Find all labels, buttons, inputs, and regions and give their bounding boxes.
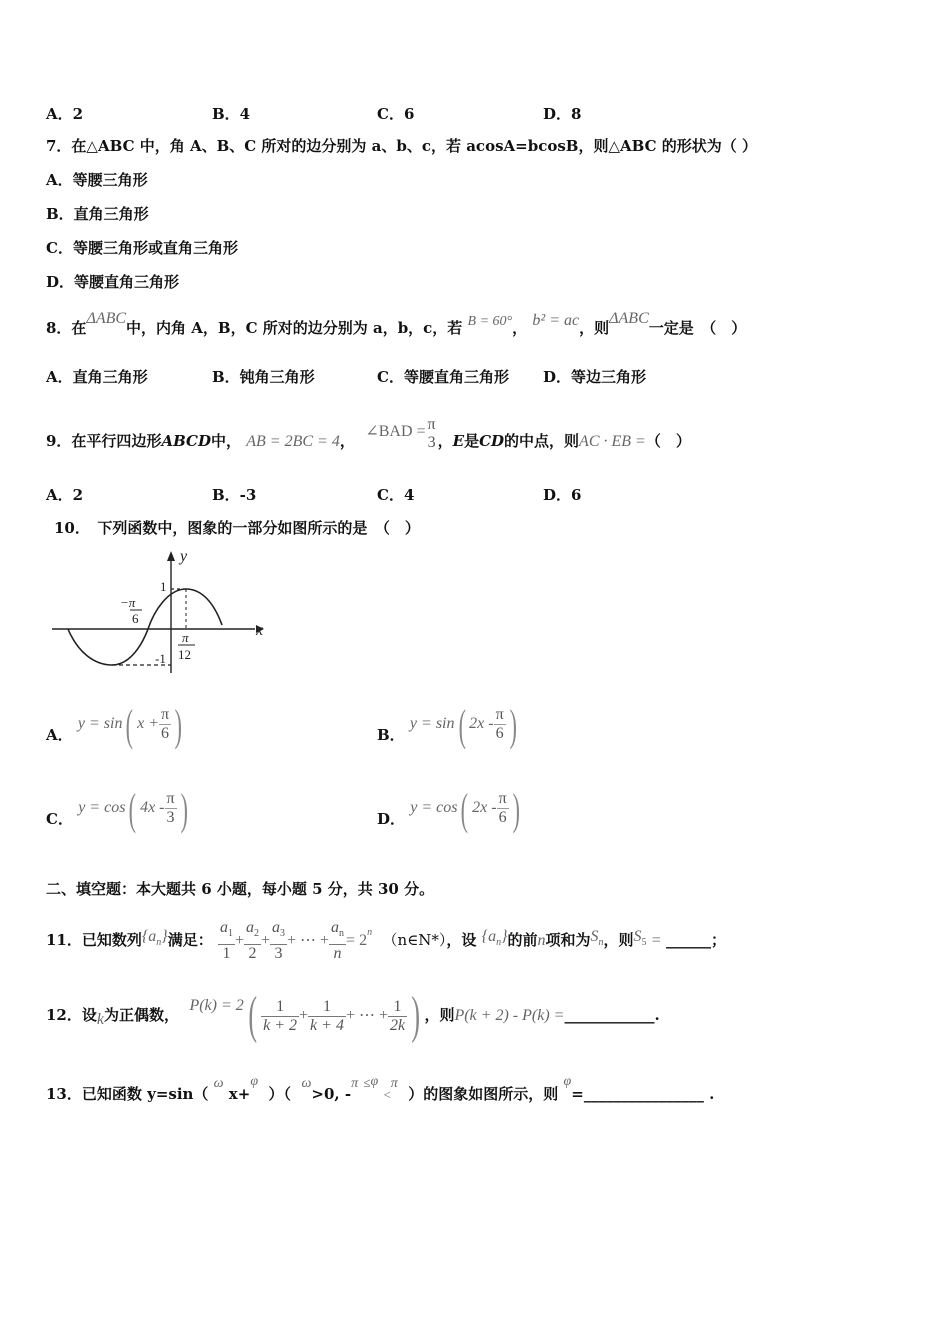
q13-eq: = (571, 1085, 584, 1103)
q11-term-2-sub: 2 (253, 928, 259, 940)
q10-option-d-rparen: ) (512, 785, 520, 834)
q13-text-1: ）（ (268, 1085, 292, 1103)
q12-frac-1-den: k + 2 (263, 1016, 298, 1034)
q11-s5-s: S (633, 928, 642, 945)
q10-option-b-frac (494, 706, 506, 743)
q10-option-c-label: C． (46, 810, 73, 828)
q10-option-c (46, 785, 191, 842)
q9-fraction-num: π (427, 416, 436, 433)
q13-le: ≤ (363, 1075, 371, 1090)
q10-option-a-num: π (161, 705, 170, 723)
q8-text-3: 一定是 （ ） (648, 319, 747, 337)
q11-end: ； (711, 931, 727, 949)
q9-option-c: C．4 (377, 486, 415, 504)
q6-option-b: B．4 (212, 105, 251, 123)
q7-stem: 7．在△ABC 中，角 A、B、C 所对的边分别为 a、b、c，若 acosA=bcosB，则△ABC 的形状为（ ） (46, 137, 757, 155)
q11-text-3: 的前 (507, 931, 538, 949)
q11-term-1-num (218, 919, 235, 944)
q10-option-b-label: B． (377, 726, 405, 744)
q11-text-2: ，设 (446, 931, 477, 949)
q10-option-c-rparen: ) (180, 785, 188, 834)
q10-option-a (46, 701, 186, 758)
q10-option-d (377, 785, 523, 842)
q12-frac-1-num: 1 (261, 998, 299, 1017)
q12-plus: + (299, 1007, 309, 1024)
q11-term-3 (270, 919, 287, 962)
q6-option-c: C．6 (377, 105, 415, 123)
q10-option-c-frac (165, 790, 177, 827)
q10-option-b-inner: 2x - (469, 715, 494, 732)
q11-term-1-den: 1 (222, 944, 231, 962)
graph-label-neg-pi: −π (120, 595, 136, 610)
q8-stem (46, 310, 747, 340)
q10-option-c-den: 3 (166, 808, 175, 826)
q11-term-2 (244, 919, 261, 962)
q9-option-b: B．-3 (212, 486, 257, 504)
q13-num: 13．已知函数 y=sin（ (46, 1085, 209, 1103)
q6-option-d: D．8 (543, 105, 582, 123)
q13-pi: π (351, 1076, 359, 1091)
q11-seq-a: a (148, 928, 157, 945)
section-2-heading: 二、填空题：本大题共 6 小题，每小题 5 分，共 30 分。 (46, 880, 435, 898)
q12-lhs: P(k) = 2 (189, 997, 244, 1014)
q8-num: 8．在 (46, 319, 87, 337)
q9-e: E (452, 432, 465, 450)
q11-s5 (633, 928, 647, 949)
q11-dots: + ⋯ + (287, 932, 330, 949)
q13-phi-2: φ (370, 1074, 379, 1089)
q9-sep: ， (339, 432, 355, 450)
q10-option-d-frac (497, 790, 509, 827)
q13-omega: ω (213, 1076, 224, 1091)
graph-y-arrow (167, 551, 175, 561)
q9-num: 9．在平行四边形 (46, 432, 162, 450)
q11-text-4: 项和为 (545, 931, 591, 949)
q10-option-d-lparen: ( (461, 785, 469, 834)
q11-term-2-a: a (245, 919, 254, 937)
q10-option-a-lparen: ( (126, 701, 134, 750)
q9-option-a: A．2 (46, 486, 84, 504)
q13-omega-2: ω (301, 1076, 312, 1091)
q7-option-c: C．等腰三角形或直角三角形 (46, 239, 238, 257)
q9-abcd: ABCD (161, 432, 211, 450)
q9-text-4: 的中点，则 (504, 432, 580, 450)
graph-label-pi: π (182, 630, 189, 645)
q11-seq-2-n: n (496, 937, 502, 949)
q12-text-2: ，则 (424, 1006, 455, 1024)
q11-term-2-num (244, 919, 261, 944)
q11-term-n-num (329, 919, 346, 944)
q10-option-a-den: 6 (161, 724, 170, 742)
q12-frac-2-den: k + 4 (310, 1016, 344, 1034)
q12-frac-2-num: 1 (308, 998, 346, 1017)
q8-option-a: A．直角三角形 (46, 368, 148, 386)
q13-phi: φ (250, 1074, 259, 1089)
q9-cd: CD (479, 432, 505, 450)
q11-plus-2: + (260, 932, 270, 949)
q10-option-a-rparen: ) (174, 701, 183, 750)
q12-end: . (654, 1006, 660, 1024)
q11-seq-2: $\{a_n\}$ (481, 928, 508, 949)
q10-graph (50, 545, 275, 675)
q12-k: k (96, 1011, 104, 1028)
q11-n: n (537, 932, 546, 949)
q8-condition-1: B = 60° (467, 314, 513, 329)
q9-option-d: D．6 (543, 486, 582, 504)
q11-term-n-a: a (331, 919, 340, 937)
q12-blank: ____________ (564, 1006, 655, 1024)
q11-seq-n: n (156, 937, 162, 949)
q11-blank: ______ (666, 931, 712, 949)
graph-label-neg-one: -1 (155, 651, 166, 666)
q11-seq: $\{a_n\}$ (141, 928, 168, 949)
q12-stem (46, 988, 660, 1042)
q12-frac-1 (261, 998, 299, 1035)
q12-frac-2 (308, 998, 346, 1035)
q8-option-c: C．等腰直角三角形 (377, 368, 509, 386)
q12-rparen: ) (411, 987, 421, 1044)
q11-term-1-a: a (219, 919, 228, 937)
q10-option-c-inner: 4x - (140, 799, 165, 816)
q11-term-2-den: 2 (248, 944, 257, 962)
q10-option-a-label: A． (46, 726, 73, 744)
q11-term-3-den: 3 (274, 944, 283, 962)
q8-option-d: D．等边三角形 (543, 368, 647, 386)
q12-lparen: ( (248, 987, 257, 1044)
graph-curve (68, 589, 222, 665)
q8-text-1: 中，内角 A，B，C 所对的边分别为 a，b，c，若 (126, 319, 463, 337)
q11-num: 11．已知数列 (46, 931, 142, 949)
q11-term-n (329, 919, 346, 962)
q13-end: . (709, 1085, 715, 1103)
q7-option-a: A．等腰三角形 (46, 171, 148, 189)
q13-blank: ________________ (583, 1085, 704, 1103)
q11-plus-1: + (234, 932, 244, 949)
q10-option-a-frac (159, 706, 171, 743)
q13-pi-2: π (390, 1076, 398, 1091)
q9-expression: AC · EB = (579, 433, 646, 450)
q9-text-3: 是 (464, 432, 480, 450)
q11-term-3-sub: 3 (280, 928, 285, 940)
q10-option-d-label: D． (377, 810, 406, 828)
q11-text-5: ，则 (603, 931, 634, 949)
q9-condition-1: AB = 2BC = 4 (246, 433, 340, 450)
q8-triangle-2: ΔABC (609, 310, 649, 327)
q11-term-3-num (270, 919, 287, 944)
q10-option-c-lhs: y = cos (78, 799, 126, 816)
q13-stem (46, 1074, 715, 1106)
q7-option-b: B．直角三角形 (46, 205, 149, 223)
q11-term-n-sub: n (339, 928, 345, 940)
q10-option-b-lhs: y = sin (409, 715, 455, 732)
q10-option-b-den: 6 (495, 724, 504, 742)
q11-s5-5: 5 (641, 937, 647, 949)
q10-option-c-lparen: ( (129, 785, 137, 834)
q10-option-a-inner: x + (137, 715, 160, 732)
q11-exp: n (367, 927, 373, 938)
q9-text-1: 中， (211, 432, 242, 450)
q9-text-2: ， (437, 432, 453, 450)
q12-expression: P(k + 2) - P(k) = (454, 1007, 565, 1024)
q13-phi-3: φ (563, 1074, 572, 1089)
q8-triangle: ΔABC (86, 310, 127, 327)
q10-option-d-inner: 2x - (472, 799, 497, 816)
q11-sn (590, 928, 604, 949)
q9-fraction-den: 3 (427, 434, 436, 451)
q13-lt: < (383, 1087, 391, 1102)
q11-term-3-a: a (272, 919, 280, 937)
q9-stem (46, 416, 691, 460)
graph-label-x: x (256, 622, 264, 639)
q11-eq: = 2 (346, 932, 368, 949)
q8-condition-2: b² = ac (532, 312, 580, 329)
q11-eq-2: = (651, 932, 661, 949)
q10-option-c-num: π (166, 789, 175, 807)
q11-seq-2-a: a (488, 928, 497, 945)
q10-option-b-lparen: ( (458, 701, 466, 750)
q9-text-5: （ ） (645, 432, 691, 450)
q11-term-n-den: n (333, 944, 342, 962)
q7-option-d: D．等腰直角三角形 (46, 273, 180, 291)
q10-option-b (377, 701, 520, 758)
graph-label-six: 6 (132, 611, 139, 626)
q12-dots: + ⋯ + (345, 1007, 388, 1024)
q13-x: x+ (228, 1085, 251, 1103)
q11-condition: （n∈N*） (382, 931, 447, 949)
q12-frac-3 (388, 998, 407, 1035)
q8-text-2: ，则 (579, 319, 610, 337)
q9-angle: ∠BAD = (365, 423, 426, 440)
graph-label-y: y (180, 548, 188, 565)
q11-sn-s: S (590, 928, 599, 945)
q12-frac-3-num: 1 (388, 998, 407, 1017)
q11-term-1 (218, 919, 235, 962)
q11-term-1-sub: 1 (227, 928, 233, 940)
q10-stem: 10． 下列函数中，图象的一部分如图所示的是 （ ） (54, 519, 420, 537)
q10-option-b-num: π (495, 705, 504, 723)
q11-text-1: 满足： (167, 931, 213, 949)
q10-option-a-lhs: y = sin (77, 715, 123, 732)
q12-frac-3-den: 2k (390, 1016, 406, 1034)
q11-sn-n: n (598, 937, 604, 949)
q13-text-3: ）的图象如图所示，则 (408, 1085, 559, 1103)
q10-option-d-den: 6 (498, 808, 507, 826)
q11-stem (46, 912, 726, 962)
q12-text-1: 为正偶数， (103, 1006, 179, 1024)
q13-text-2: >0, - (311, 1085, 352, 1103)
q10-option-d-num: π (498, 789, 507, 807)
q8-sep: ， (512, 319, 528, 337)
q6-option-a: A．2 (46, 105, 84, 123)
q8-option-b: B．钝角三角形 (212, 368, 315, 386)
graph-label-twelve: 12 (178, 647, 191, 662)
q12-num: 12．设 (46, 1006, 97, 1024)
q10-option-d-lhs: y = cos (410, 799, 458, 816)
q10-option-b-rparen: ) (509, 701, 517, 750)
graph-label-one: 1 (160, 579, 167, 594)
q9-fraction (426, 416, 438, 452)
